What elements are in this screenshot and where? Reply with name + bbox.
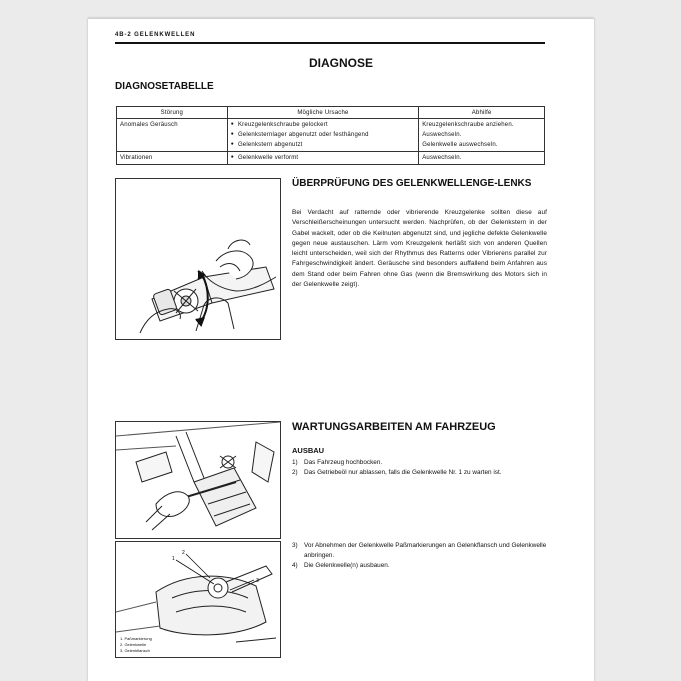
remedy-cell [419, 152, 545, 165]
running-head: 4B-2 GELENKWELLEN [115, 32, 196, 38]
section-heading-joint-inspection: ÜBERPRÜFUNG DES GELENKWELLENGE-LENKS [292, 178, 532, 189]
column-header-cause: Mögliche Ursache [227, 107, 419, 119]
cause-item: ● Gelenkwelle verformt [231, 153, 416, 163]
section-heading-maintenance: WARTUNGSARBEITEN AM FAHRZEUG [292, 421, 496, 433]
page-top-rule [88, 18, 594, 19]
cause-cell [227, 119, 419, 152]
step-item [292, 468, 547, 478]
figure-shaft-removal [115, 421, 281, 539]
step-text: Die Gelenkwelle(n) ausbauen. [304, 562, 390, 569]
removal-steps-a [292, 458, 547, 478]
figure-joint-inspection [115, 178, 281, 340]
section-body-joint-inspection: Bei Verdacht auf ratternde oder vibrierende Kreuzgelenke sollten diese auf Verschleißerscheinungen untersucht werden. Nachprüfen, ob der Gelenkstern in der Gabel wackelt, oder ob die Keilnuten abgenutzt sind, und jegliche defekte Gelenkwelle gegen neue austauschen. Lärm vom Kreuzgelenk herläßt sich von anderen Quellen leicht unterscheiden, weil sich der Rhythmus des Ratterns oder Vibrierens parallel zur Fahrgeschwindigkeit ändert. Geräusche sind besonders auffallend beim Anfahren aus dem Stand oder beim Fahren ohne Gas (wenn die Bremswirkung des Motors sich in der Gelenkwelle zeigt). [292, 209, 547, 289]
table-row [117, 152, 545, 165]
step-text: Das Getriebeöl nur ablassen, falls die Gelenkwelle Nr. 1 zu warten ist. [304, 469, 502, 476]
remedy-item: Auswechseln. [422, 132, 462, 138]
fault-cell: Anomales Geräusch [117, 119, 228, 152]
step-item [292, 561, 547, 571]
step-item [292, 541, 547, 561]
step-number: 1) [292, 459, 298, 466]
legend-item: 2. Gelenkwelle [120, 642, 147, 647]
column-header-remedy: Abhilfe [419, 107, 545, 119]
page-title: DIAGNOSE [308, 56, 373, 70]
step-text: Vor Abnehmen der Gelenkwelle Paßmarkierungen an Gelenkflansch und Gelenkwelle anbringen. [304, 542, 547, 559]
table-row [117, 119, 545, 152]
shaft-removal-illustration [116, 422, 280, 538]
legend-item: 1. Paßmarkierung [120, 636, 152, 641]
table-heading: DIAGNOSETABELLE [115, 81, 214, 92]
callout-label: 3 [256, 578, 259, 584]
fault-cell: Vibrationen [117, 152, 228, 165]
cause-cell [227, 152, 419, 165]
cause-item: ● Gelenkstern abgenutzt [231, 140, 416, 150]
remedy-item: Gelenkwelle auswechseln. [422, 142, 498, 148]
callout-label: 1 [172, 556, 175, 562]
step-number: 4) [292, 562, 298, 569]
callout-label: 2 [182, 550, 185, 556]
cause-item: ● Kreuzgelenkschraube gelockert [231, 120, 416, 130]
remedy-item: Auswechseln. [422, 155, 462, 161]
step-text: Das Fahrzeug hochbocken. [304, 459, 383, 466]
column-header-fault: Störung [117, 107, 228, 119]
step-number: 2) [292, 469, 298, 476]
cause-item: ● Gelenksternlager abgenutzt oder festhängend [231, 130, 416, 140]
table-header-row [117, 107, 545, 119]
header-rule [115, 42, 545, 44]
figure-legend [120, 636, 152, 654]
joint-inspection-illustration [116, 179, 280, 339]
manual-page [88, 18, 594, 681]
step-item [292, 458, 547, 468]
legend-item: 3. Gelenkflansch [120, 648, 150, 653]
step-number: 3) [292, 542, 298, 549]
remedy-cell [419, 119, 545, 152]
diagnosis-table [116, 106, 545, 165]
figure-match-marks [115, 541, 281, 658]
remedy-item: Kreuzgelenkschraube anziehen. [422, 122, 514, 128]
removal-steps-b [292, 541, 547, 571]
subheading-removal: AUSBAU [292, 446, 325, 455]
